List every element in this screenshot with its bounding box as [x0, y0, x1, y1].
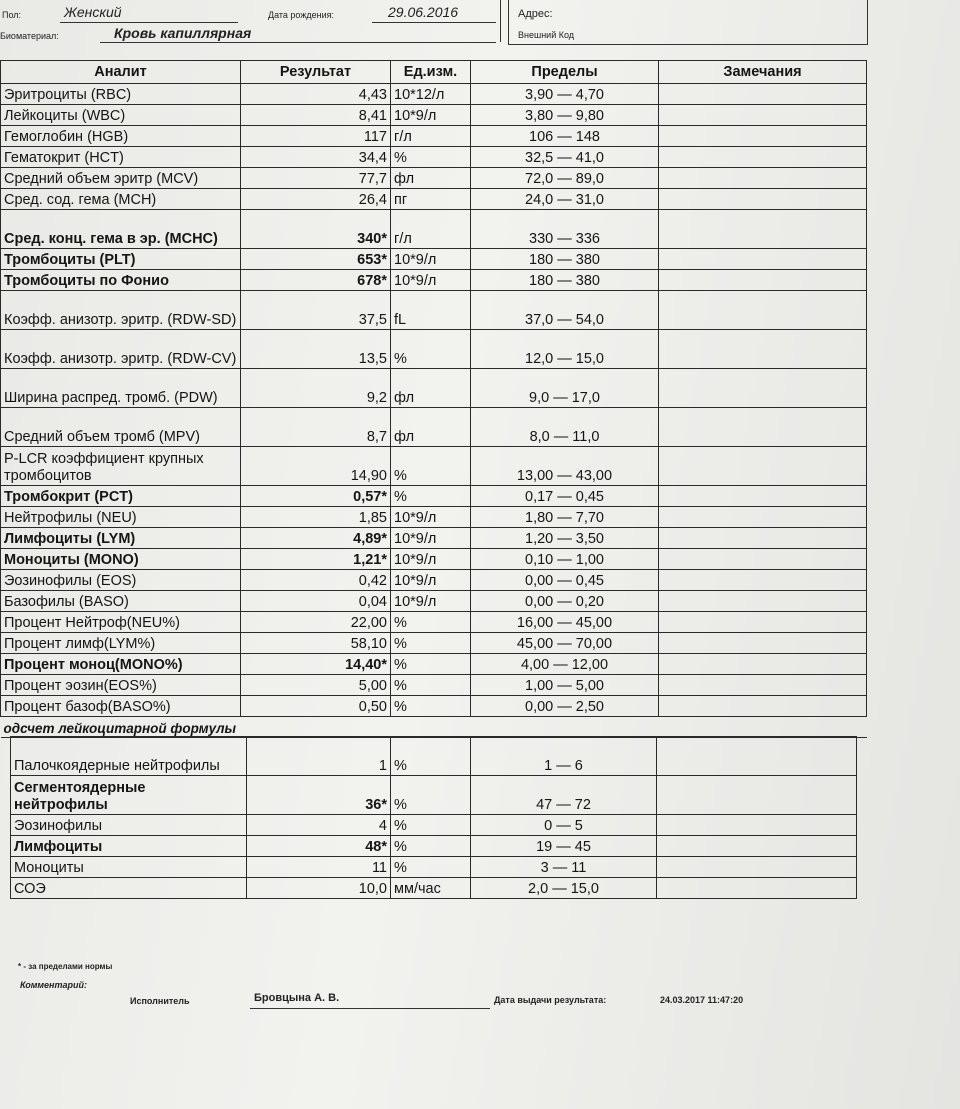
comment-label: Комментарий: — [20, 980, 87, 990]
result-value: 0,57* — [241, 486, 391, 507]
analyte-name: Процент моноц(MONO%) — [1, 654, 241, 675]
unit-value: % — [391, 675, 471, 696]
results-body — [1, 84, 867, 738]
remarks-cell — [659, 447, 867, 486]
unit-value: 10*9/л — [391, 528, 471, 549]
unit-value: 10*9/л — [391, 105, 471, 126]
biomaterial-label: Биоматериал: — [0, 31, 59, 41]
unit-value: фл — [391, 408, 471, 447]
table-row — [1, 189, 867, 210]
col-header-result: Результат — [241, 61, 391, 84]
table-row — [1, 675, 867, 696]
result-value: 22,00 — [241, 612, 391, 633]
col-header-remarks: Замечания — [659, 61, 867, 84]
analyte-name: Сред. сод. гема (MCH) — [1, 189, 241, 210]
result-value: 340* — [241, 210, 391, 249]
analyte-name: Ширина распред. тромб. (PDW) — [1, 369, 241, 408]
analyte-name: Нейтрофилы (NEU) — [1, 507, 241, 528]
table-row — [1, 507, 867, 528]
biomaterial-value: Кровь капиллярная — [114, 25, 252, 41]
table-row — [1, 528, 867, 549]
result-value: 37,5 — [241, 291, 391, 330]
table-row — [1, 105, 867, 126]
result-value: 117 — [241, 126, 391, 147]
reference-range: 0,17 — 0,45 — [471, 486, 659, 507]
table-row — [1, 696, 867, 717]
result-value: 8,7 — [241, 408, 391, 447]
unit-value: % — [391, 486, 471, 507]
analyte-name: Процент Нейтроф(NEU%) — [1, 612, 241, 633]
reference-range: 330 — 336 — [471, 210, 659, 249]
reference-range: 13,00 — 43,00 — [471, 447, 659, 486]
unit-value: г/л — [391, 210, 471, 249]
sex-label: Пол: — [2, 10, 22, 20]
result-value: 34,4 — [241, 147, 391, 168]
remarks-cell — [659, 633, 867, 654]
result-value: 1,85 — [241, 507, 391, 528]
result-value: 9,2 — [241, 369, 391, 408]
reference-range: 16,00 — 45,00 — [471, 612, 659, 633]
remarks-cell — [659, 486, 867, 507]
sex-underline — [60, 22, 238, 23]
biomaterial-underline — [100, 42, 496, 43]
analyte-name: Лейкоциты (WBC) — [1, 105, 241, 126]
analyte-name: Сред. конц. гема в эр. (MCHC) — [1, 210, 241, 249]
result-value: 0,42 — [241, 570, 391, 591]
analyte-name: Базофилы (BASO) — [1, 591, 241, 612]
analyte-name: Процент лимф(LYM%) — [1, 633, 241, 654]
reference-range: 1,80 — 7,70 — [471, 507, 659, 528]
table-row — [1, 654, 867, 675]
unit-value: 10*9/л — [391, 249, 471, 270]
executor-name: Бровцына А. В. — [254, 992, 340, 1004]
reference-range: 1 — 6 — [471, 737, 657, 776]
ext-code-label: Внешний Код — [518, 30, 575, 40]
unit-value: 10*9/л — [391, 507, 471, 528]
reference-range: 3,90 — 4,70 — [471, 84, 659, 105]
remarks-cell — [659, 84, 867, 105]
reference-range: 32,5 — 41,0 — [471, 147, 659, 168]
address-label: Адрес: — [518, 8, 553, 20]
remarks-cell — [659, 210, 867, 249]
reference-range: 3 — 11 — [471, 857, 657, 878]
reference-range: 180 — 380 — [471, 270, 659, 291]
result-value: 48* — [247, 836, 391, 857]
analyte-name: Гематокрит (HCT) — [1, 147, 241, 168]
remarks-cell — [659, 168, 867, 189]
unit-value: фл — [391, 168, 471, 189]
table-row — [1, 633, 867, 654]
analyte-name: Коэфф. анизотр. эритр. (RDW-SD) — [1, 291, 241, 330]
remarks-cell — [659, 507, 867, 528]
result-value: 77,7 — [241, 168, 391, 189]
analyte-name: Гемоглобин (HGB) — [1, 126, 241, 147]
table-row — [1, 570, 867, 591]
reference-range: 0,00 — 0,45 — [471, 570, 659, 591]
unit-value: мм/час — [391, 878, 471, 899]
table-row — [1, 147, 867, 168]
unit-value: 10*9/л — [391, 270, 471, 291]
result-value: 1 — [247, 737, 391, 776]
unit-value: фл — [391, 369, 471, 408]
reference-range: 0 — 5 — [471, 815, 657, 836]
remarks-cell — [659, 126, 867, 147]
table-row — [11, 815, 857, 836]
reference-range: 37,0 — 54,0 — [471, 291, 659, 330]
table-row — [11, 857, 857, 878]
analyte-name: Эозинофилы — [11, 815, 247, 836]
reference-range: 180 — 380 — [471, 249, 659, 270]
remarks-cell — [659, 291, 867, 330]
table-row — [1, 249, 867, 270]
remarks-cell — [659, 189, 867, 210]
table-row — [1, 270, 867, 291]
result-value: 5,00 — [241, 675, 391, 696]
analyte-name: Сегментоядерные нейтрофилы — [11, 776, 247, 815]
dob-value: 29.06.2016 — [388, 4, 459, 20]
remarks-cell — [659, 249, 867, 270]
remarks-cell — [657, 878, 857, 899]
reference-range: 72,0 — 89,0 — [471, 168, 659, 189]
unit-value: % — [391, 815, 471, 836]
result-value: 1,21* — [241, 549, 391, 570]
remarks-cell — [657, 776, 857, 815]
remarks-cell — [659, 654, 867, 675]
analyte-name: Тромбоциты (PLT) — [1, 249, 241, 270]
section-title: одсчет лейкоцитарной формулы — [1, 717, 867, 738]
remarks-cell — [659, 591, 867, 612]
table-row — [1, 291, 867, 330]
reference-range: 8,0 — 11,0 — [471, 408, 659, 447]
analyte-name: Лимфоциты (LYM) — [1, 528, 241, 549]
result-value: 11 — [247, 857, 391, 878]
unit-value: 10*9/л — [391, 549, 471, 570]
unit-value: пг — [391, 189, 471, 210]
executor-underline — [250, 1008, 490, 1009]
analyte-name: Тромбоциты по Фонио — [1, 270, 241, 291]
reference-range: 12,0 — 15,0 — [471, 330, 659, 369]
remarks-cell — [659, 696, 867, 717]
remarks-cell — [659, 105, 867, 126]
remarks-cell — [659, 147, 867, 168]
dob-label: Дата рождения: — [268, 10, 334, 20]
col-header-unit: Ед.изм. — [391, 61, 471, 84]
table-row — [1, 168, 867, 189]
analyte-name: Моноциты (MONO) — [1, 549, 241, 570]
analyte-name: СОЭ — [11, 878, 247, 899]
remarks-cell — [659, 330, 867, 369]
dob-underline — [372, 22, 496, 23]
result-value: 0,50 — [241, 696, 391, 717]
reference-range: 9,0 — 17,0 — [471, 369, 659, 408]
analyte-name: Процент базоф(BASO%) — [1, 696, 241, 717]
analyte-name: Процент эозин(EOS%) — [1, 675, 241, 696]
remarks-cell — [659, 549, 867, 570]
unit-value: % — [391, 737, 471, 776]
reference-range: 0,10 — 1,00 — [471, 549, 659, 570]
report-header — [0, 0, 960, 46]
table-row — [1, 408, 867, 447]
remarks-cell — [659, 270, 867, 291]
remarks-cell — [659, 612, 867, 633]
result-value: 26,4 — [241, 189, 391, 210]
table-row — [1, 369, 867, 408]
table-row — [1, 447, 867, 486]
result-value: 8,41 — [241, 105, 391, 126]
out-of-range-note: * - за пределами нормы — [18, 962, 113, 971]
table-row — [1, 126, 867, 147]
result-value: 678* — [241, 270, 391, 291]
col-header-range: Пределы — [471, 61, 659, 84]
result-value: 4,43 — [241, 84, 391, 105]
issue-date-label: Дата выдачи результата: — [494, 995, 607, 1005]
result-value: 36* — [247, 776, 391, 815]
analyte-name: P-LCR коэффициент крупных тромбоцитов — [1, 447, 241, 486]
table-row — [11, 836, 857, 857]
result-value: 14,90 — [241, 447, 391, 486]
unit-value: % — [391, 654, 471, 675]
unit-value: 10*9/л — [391, 570, 471, 591]
unit-value: 10*12/л — [391, 84, 471, 105]
table-row — [11, 737, 857, 776]
unit-value: 10*9/л — [391, 591, 471, 612]
unit-value: % — [391, 696, 471, 717]
remarks-cell — [659, 369, 867, 408]
table-row — [1, 549, 867, 570]
result-value: 4 — [247, 815, 391, 836]
reference-range: 19 — 45 — [471, 836, 657, 857]
result-value: 0,04 — [241, 591, 391, 612]
reference-range: 106 — 148 — [471, 126, 659, 147]
reference-range: 4,00 — 12,00 — [471, 654, 659, 675]
table-row — [1, 612, 867, 633]
reference-range: 3,80 — 9,80 — [471, 105, 659, 126]
analyte-name: Эозинофилы (EOS) — [1, 570, 241, 591]
unit-value: % — [391, 857, 471, 878]
reference-range: 45,00 — 70,00 — [471, 633, 659, 654]
reference-range: 2,0 — 15,0 — [471, 878, 657, 899]
reference-range: 24,0 — 31,0 — [471, 189, 659, 210]
analyte-name: Лимфоциты — [11, 836, 247, 857]
table-row — [1, 330, 867, 369]
reference-range: 0,00 — 0,20 — [471, 591, 659, 612]
reference-range: 0,00 — 2,50 — [471, 696, 659, 717]
reference-range: 47 — 72 — [471, 776, 657, 815]
section-row — [1, 717, 867, 738]
sex-value: Женский — [64, 4, 122, 20]
reference-range: 1,00 — 5,00 — [471, 675, 659, 696]
table-row — [11, 878, 857, 899]
remarks-cell — [659, 675, 867, 696]
remarks-cell — [657, 836, 857, 857]
leukocyte-formula-table — [10, 736, 857, 899]
result-value: 10,0 — [247, 878, 391, 899]
table-row — [11, 776, 857, 815]
analyte-name: Средний объем тромб (MPV) — [1, 408, 241, 447]
result-value: 653* — [241, 249, 391, 270]
table-row — [1, 210, 867, 249]
remarks-cell — [657, 737, 857, 776]
result-value: 4,89* — [241, 528, 391, 549]
unit-value: % — [391, 836, 471, 857]
remarks-cell — [659, 528, 867, 549]
analyte-name: Коэфф. анизотр. эритр. (RDW-CV) — [1, 330, 241, 369]
results-table — [0, 60, 867, 738]
unit-value: % — [391, 633, 471, 654]
issue-date-value: 24.03.2017 11:47:20 — [660, 995, 744, 1005]
analyte-name: Средний объем эритр (MCV) — [1, 168, 241, 189]
remarks-cell — [657, 857, 857, 878]
remarks-cell — [659, 570, 867, 591]
result-value: 14,40* — [241, 654, 391, 675]
unit-value: % — [391, 147, 471, 168]
table-row — [1, 84, 867, 105]
result-value: 13,5 — [241, 330, 391, 369]
table-row — [1, 486, 867, 507]
remarks-cell — [659, 408, 867, 447]
unit-value: г/л — [391, 126, 471, 147]
col-header-analyte: Аналит — [1, 61, 241, 84]
table-row — [1, 591, 867, 612]
reference-range: 1,20 — 3,50 — [471, 528, 659, 549]
unit-value: % — [391, 330, 471, 369]
executor-label: Исполнитель — [130, 996, 190, 1006]
unit-value: % — [391, 447, 471, 486]
remarks-cell — [657, 815, 857, 836]
unit-value: fL — [391, 291, 471, 330]
result-value: 58,10 — [241, 633, 391, 654]
analyte-name: Моноциты — [11, 857, 247, 878]
analyte-name: Тромбокрит (PCT) — [1, 486, 241, 507]
unit-value: % — [391, 776, 471, 815]
analyte-name: Палочкоядерные нейтрофилы — [11, 737, 247, 776]
leukocyte-formula-body — [11, 737, 857, 899]
unit-value: % — [391, 612, 471, 633]
table-header-row — [1, 61, 867, 84]
analyte-name: Эритроциты (RBC) — [1, 84, 241, 105]
